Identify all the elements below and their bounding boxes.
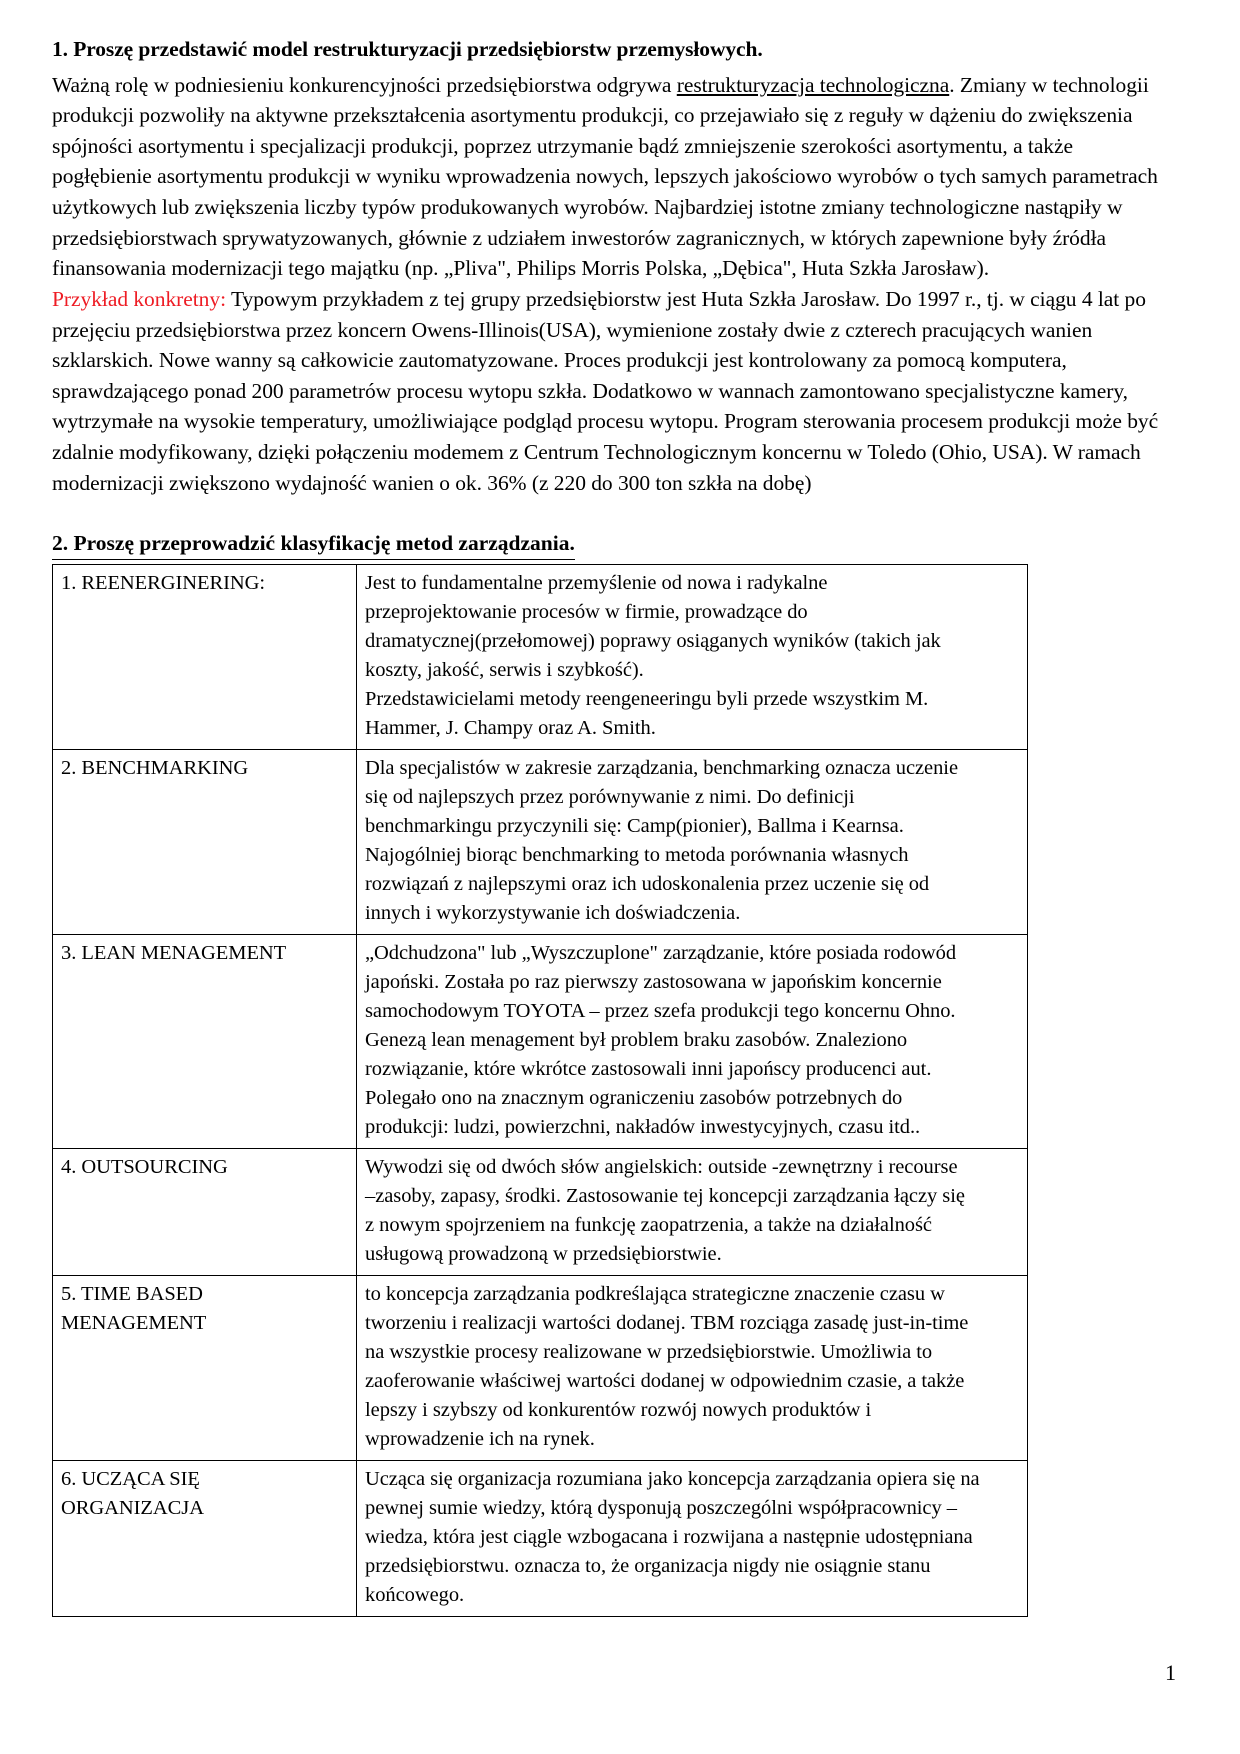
description-line: przeprojektowanie procesów w firmie, prowadzące do [365, 601, 808, 624]
page-number: 1 [1165, 1660, 1176, 1685]
method-description-cell [357, 1149, 1028, 1276]
method-name-cell [53, 1149, 357, 1276]
description-line: wprowadzenie ich na rynek. [365, 1428, 595, 1451]
description-line: to koncepcja zarządzania podkreślająca strategiczne znaczenie czasu w [365, 1283, 945, 1306]
paragraph-body: Zmiany w technologii produkcji pozwoliły na aktywne przekształcenia asortymentu produkcji, co przejawiało się z reguły w dążeniu do zwiększenia spójności asortymentu i specjalizacji produkcji, poprzez utrzymanie bądź zmniejszenie szerokości asortymentu, a także pogłębienie asortymentu produkcji w wyniku wprowadzenia nowych, lepszych jakościowo wyrobów o tych samych parametrach użytkowych lub zwiększenia liczby typów produkowanych wyrobów. Najbardziej istotne zmiany technologiczne nastąpiły w przedsiębiorstwach sprywatyzowanych, głównie z udziałem inwestorów zagranicznych, w których zapewnione były źródła finansowania modernizacji tego majątku (np. „Pliva", Philips Morris Polska, „Dębica", Huta Szkła Jarosław). [52, 72, 1158, 281]
method-name-cell [53, 1276, 357, 1461]
method-name-line: MENAGEMENT [61, 1312, 207, 1335]
description-line: produkcji: ludzi, powierzchni, nakładów inwestycyjnych, czasu itd.. [365, 1116, 921, 1139]
description-line: Ucząca się organizacja rozumiana jako koncepcja zarządzania opiera się na [365, 1468, 980, 1491]
section-1-heading: 1. Proszę przedstawić model restrukturyzacji przedsiębiorstw przemysłowych. [52, 37, 763, 61]
description-line: „Odchudzona" lub „Wyszczuplone" zarządzanie, które posiada rodowód [365, 942, 957, 965]
table-row [53, 935, 1028, 1149]
method-name-line: 4. OUTSOURCING [61, 1156, 228, 1179]
paragraph-intro: Ważną rolę w podniesieniu konkurencyjności przedsiębiorstwa odgrywa [52, 72, 677, 97]
description-line: dramatycznej(przełomowej) poprawy osiąganych wyników (takich jak [365, 630, 941, 653]
description-line: rozwiązań z najlepszymi oraz ich udoskonalenia przez uczenie się od [365, 873, 930, 896]
method-name-line: 6. UCZĄCA SIĘ [61, 1468, 200, 1491]
description-line: zaoferowanie właściwej wartości dodanej w odpowiednim czasie, a także [365, 1370, 965, 1393]
description-line: Jest to fundamentalne przemyślenie od nowa i radykalne [365, 572, 828, 595]
description-line: końcowego. [365, 1584, 465, 1607]
method-description-cell [357, 565, 1028, 750]
description-line: Przedstawicielami metody reengeneeringu byli przede wszystkim M. [365, 688, 929, 711]
description-line: koszty, jakość, serwis i szybkość). [365, 659, 644, 682]
table-row [53, 1149, 1028, 1276]
table-body [53, 565, 1028, 1617]
method-name-line: 5. TIME BASED [61, 1283, 203, 1306]
description-line: usługową prowadzoną w przedsiębiorstwie. [365, 1243, 722, 1266]
management-methods-table [52, 564, 1028, 1617]
method-name-line: 1. REENERGINERING: [61, 572, 266, 595]
method-description-cell [357, 1461, 1028, 1617]
description-line: wiedza, która jest ciągle wzbogacana i rozwijana a następnie udostępniana [365, 1526, 973, 1549]
section-1-heading-wrap [52, 34, 1178, 65]
method-description-cell [357, 750, 1028, 935]
method-name-line: 3. LEAN MENAGEMENT [61, 942, 287, 965]
method-name-line: ORGANIZACJA [61, 1497, 204, 1520]
section-spacer [52, 498, 1178, 530]
method-name-cell [53, 565, 357, 750]
table-row [53, 750, 1028, 935]
description-line: Hammer, J. Champy oraz A. Smith. [365, 717, 656, 740]
method-name-cell [53, 935, 357, 1149]
method-description-cell [357, 935, 1028, 1149]
description-line: lepszy i szybszy od konkurentów rozwój nowych produktów i [365, 1399, 872, 1422]
description-line: samochodowym TOYOTA – przez szefa produkcji tego koncernu Ohno. [365, 1000, 956, 1023]
description-line: Najogólniej biorąc benchmarking to metoda porównania własnych [365, 844, 909, 867]
description-line: Dla specjalistów w zakresie zarządzania, benchmarking oznacza uczenie [365, 757, 959, 780]
example-text: Typowym przykładem z tej grupy przedsiębiorstw jest Huta Szkła Jarosław. Do 1997 r., tj. w ciągu 4 lat po przejęciu przedsiębiorstwa przez koncern Owens-Illinois(USA), wymienione zostały dwie z czterech pracujących wanien szklarskich. Nowe wanny są całkowicie zautomatyzowane. Proces produkcji jest kontrolowany za pomocą komputera, sprawdzającego ponad 200 parametrów procesu wytopu szkła. Dodatkowo w wannach zamontowano specjalistyczne kamery, wytrzymałe na wysokie temperatury, umożliwiające podgląd procesu wytopu. Program sterowania procesem produkcji może być zdalnie modyfikowany, dzięki połączeniu modemem z Centrum Technologicznym koncernu w Toledo (Ohio, USA). W ramach modernizacji zwiększono wydajność wanien o ok. 36% (z 220 do 300 ton szkła na dobę) [52, 286, 1159, 495]
description-line: Wywodzi się od dwóch słów angielskich: outside -zewnętrzny i recourse [365, 1156, 958, 1179]
description-line: innych i wykorzystywanie ich doświadczenia. [365, 902, 741, 925]
description-line: się od najlepszych przez porównywanie z nimi. Do definicji [365, 786, 855, 809]
description-line: Genezą lean menagement był problem braku zasobów. Znaleziono [365, 1029, 908, 1052]
description-line: tworzeniu i realizacji wartości dodanej. TBM rozciąga zasadę just-in-time [365, 1312, 969, 1335]
table-row [53, 1461, 1028, 1617]
section-1-example-paragraph [52, 284, 1178, 498]
table-row [53, 565, 1028, 750]
description-line: na wszystkie procesy realizowane w przedsiębiorstwie. Umożliwia to [365, 1341, 933, 1364]
table-row [53, 1276, 1028, 1461]
method-name-cell [53, 1461, 357, 1617]
method-description-cell [357, 1276, 1028, 1461]
description-line: –zasoby, zapasy, środki. Zastosowanie tej koncepcji zarządzania łączy się [365, 1185, 965, 1208]
description-line: rozwiązanie, które wkrótce zastosowali inni japońscy producenci aut. [365, 1058, 932, 1081]
section-2-heading: 2. Proszę przeprowadzić klasyfikację metod zarządzania. [52, 530, 575, 560]
example-label: Przykład konkretny: [52, 286, 227, 311]
description-line: benchmarkingu przyczynili się: Camp(pionier), Ballma i Kearnsa. [365, 815, 904, 838]
method-name-cell [53, 750, 357, 935]
description-line: Polegało ono na znacznym ograniczeniu zasobów potrzebnych do [365, 1087, 903, 1110]
underlined-term: restrukturyzacja technologiczna [676, 72, 950, 97]
section-2-heading-wrap [52, 530, 1178, 564]
description-line: pewnej sumie wiedzy, którą dysponują poszczególni współpracownicy – [365, 1497, 957, 1520]
description-line: z nowym spojrzeniem na funkcję zaopatrzenia, a także na działalność [365, 1214, 932, 1237]
description-line: japoński. Została po raz pierwszy zastosowana w japońskim koncernie [365, 971, 942, 994]
method-name-line: 2. BENCHMARKING [61, 757, 249, 780]
description-line: przedsiębiorstwu. oznacza to, że organizacja nigdy nie osiągnie stanu [365, 1555, 931, 1578]
underlined-tail: . [949, 72, 955, 97]
section-1-paragraph [52, 70, 1178, 284]
